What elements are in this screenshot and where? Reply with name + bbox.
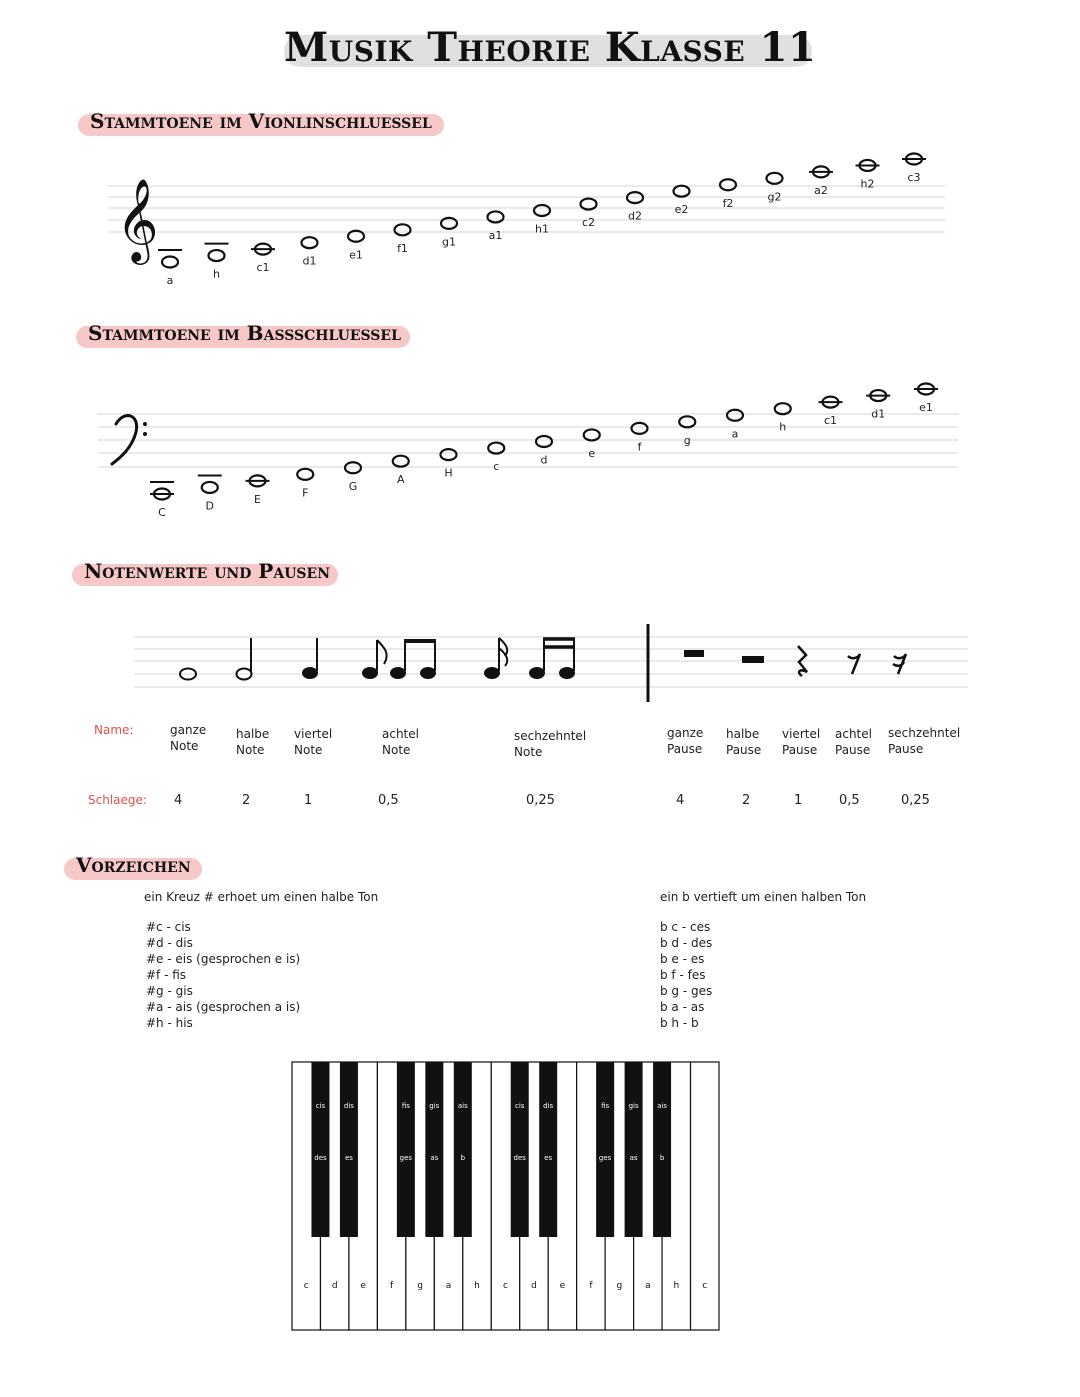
black-key-sharp-label: gis	[628, 1102, 639, 1110]
black-key-flat-label: b	[460, 1154, 466, 1162]
white-key-label: f	[589, 1281, 593, 1291]
black-key-sharp-label: cis	[315, 1102, 326, 1110]
note-flag	[499, 648, 507, 666]
note-label: d	[540, 453, 548, 467]
black-key	[596, 1062, 614, 1237]
accidental-rule: b a - as	[660, 1000, 705, 1014]
beats-value: 1	[794, 793, 803, 808]
white-key-label: a	[645, 1281, 651, 1291]
beats-value: 4	[676, 793, 685, 808]
sixteenth-note-icon	[484, 667, 500, 679]
note-label: c	[493, 460, 500, 474]
eighth-note-icon	[362, 667, 378, 679]
note-label: e2	[674, 203, 689, 217]
white-key-label: f	[390, 1281, 394, 1291]
note-label: G	[348, 479, 358, 493]
sharp-intro: ein Kreuz # erhoet um einen halbe Ton	[144, 890, 379, 904]
note-label: a1	[488, 228, 503, 242]
note-label: h	[213, 267, 220, 281]
black-key	[340, 1062, 358, 1237]
note-label: d2	[628, 209, 642, 223]
name-line: Note	[514, 745, 543, 759]
eighth-rest-icon	[848, 654, 860, 674]
black-key-sharp-label: ais	[657, 1102, 668, 1110]
whole-rest-icon	[684, 650, 704, 657]
section-title: Vorzeichen	[76, 853, 191, 877]
black-key	[397, 1062, 415, 1237]
black-key-sharp-label: gis	[429, 1102, 440, 1110]
black-key-sharp-label: ais	[457, 1102, 468, 1110]
note-value-name	[835, 726, 872, 758]
accidental-rule: b f - fes	[660, 968, 706, 982]
white-key-label: c	[702, 1281, 708, 1291]
black-key	[625, 1062, 643, 1237]
flat-intro: ein b vertieft um einen halben Ton	[660, 890, 867, 904]
note-label: D	[205, 499, 214, 513]
note-label: g1	[442, 235, 456, 249]
beats-value: 0,5	[378, 793, 399, 808]
black-key	[511, 1062, 529, 1237]
note-value-name	[382, 726, 419, 758]
note-label: f2	[722, 196, 734, 210]
note-label: c1	[823, 414, 838, 428]
black-key-sharp-label: dis	[543, 1102, 554, 1110]
name-line: sechzehntel	[514, 729, 587, 743]
note-label: g	[683, 433, 691, 447]
beats-row-label: Schlaege:	[88, 793, 147, 807]
eighth-note-icon	[390, 667, 406, 679]
note-label: g2	[767, 190, 782, 204]
sixteenth-note-icon	[529, 667, 545, 679]
name-line: viertel	[782, 727, 821, 741]
black-key-flat-label: des	[513, 1154, 526, 1162]
note-value-name	[236, 726, 269, 758]
black-key-flat-label: des	[314, 1154, 327, 1162]
black-key	[311, 1062, 329, 1237]
note-value-name	[514, 728, 586, 760]
note-value-name	[888, 725, 960, 757]
accidental-rule: b e - es	[660, 952, 705, 966]
note-flag	[377, 640, 387, 664]
note-label: e1	[349, 248, 363, 262]
name-line: Note	[294, 743, 323, 757]
note-value-name	[294, 726, 332, 758]
beats-value: 0,5	[839, 793, 860, 808]
note-label: C	[158, 506, 166, 519]
name-line: Pause	[888, 742, 924, 756]
black-key-flat-label: es	[344, 1154, 353, 1162]
name-line: Pause	[726, 743, 762, 757]
note-label: h2	[860, 177, 875, 191]
white-key-label: c	[503, 1281, 508, 1291]
accidental-rule: #f - fis	[146, 968, 187, 982]
accidental-rule: #d - dis	[146, 936, 193, 950]
name-line: ganze	[667, 726, 704, 740]
black-key-sharp-label: cis	[515, 1102, 525, 1110]
note-label: F	[302, 486, 309, 500]
white-key-label: e	[360, 1281, 366, 1291]
beats-value: 4	[174, 793, 183, 808]
black-key-flat-label: ges	[598, 1154, 612, 1162]
accidental-rule: #c - cis	[146, 920, 191, 934]
note-value-name	[782, 726, 820, 758]
beats-value: 2	[242, 793, 251, 808]
black-key	[454, 1062, 472, 1237]
accidental-rule: #a - ais (gesprochen a is)	[146, 1000, 301, 1014]
white-key-label: h	[673, 1281, 680, 1291]
name-line: Note	[236, 743, 265, 757]
eighth-note-icon	[420, 667, 436, 679]
white-key-label: d	[531, 1281, 537, 1291]
note-label: c1	[256, 261, 270, 275]
note-value-name	[667, 725, 703, 757]
note-label: E	[254, 492, 261, 506]
name-line: Pause	[667, 742, 703, 756]
name-line: viertel	[294, 727, 333, 741]
beats-value: 1	[304, 793, 313, 808]
name-line: halbe	[236, 727, 270, 741]
note-label: c3	[907, 171, 921, 184]
name-line: sechzehntel	[888, 726, 961, 740]
half-rest-icon	[742, 656, 764, 663]
accidental-rule: b h - b	[660, 1016, 699, 1030]
treble-clef-icon: 𝄞	[116, 177, 159, 261]
note-label: f1	[397, 241, 408, 255]
name-row-label: Name:	[94, 723, 134, 737]
note-label: d1	[871, 407, 886, 421]
black-key-flat-label: b	[659, 1154, 665, 1162]
black-key	[653, 1062, 671, 1237]
section-title: Stammtoene im Vionlinschluessel	[90, 109, 432, 133]
white-key-label: g	[616, 1281, 623, 1291]
black-key-sharp-label: dis	[343, 1102, 354, 1110]
note-label: a	[166, 274, 174, 287]
name-line: ganze	[170, 723, 207, 737]
black-key-flat-label: ges	[399, 1154, 413, 1162]
white-key-label: a	[445, 1281, 452, 1291]
note-label: f	[637, 440, 642, 454]
section-title: Stammtoene im Bassschluessel	[88, 321, 401, 345]
name-line: halbe	[726, 727, 760, 741]
name-line: Note	[170, 739, 199, 753]
white-key-label: g	[417, 1281, 423, 1291]
note-value-name	[170, 722, 206, 754]
accidental-rule: #g - gis	[146, 984, 193, 998]
white-key-label: e	[559, 1281, 566, 1291]
white-key-label: h	[474, 1281, 480, 1291]
piano-keyboard	[292, 1062, 719, 1330]
note-label: c2	[581, 216, 596, 230]
quarter-note-icon	[302, 667, 318, 679]
note-label: d1	[302, 254, 317, 268]
note-value-name	[726, 726, 761, 758]
sixteenth-note-icon	[559, 667, 575, 679]
name-line: achtel	[382, 727, 419, 741]
note-label: H	[444, 466, 453, 480]
sixteenth-rest-icon	[893, 654, 906, 674]
white-key-label: c	[303, 1281, 309, 1291]
beats-value: 0,25	[526, 793, 555, 808]
note-label: h	[779, 420, 787, 434]
black-key-sharp-label: fis	[401, 1102, 410, 1110]
accidental-rule: #e - eis (gesprochen e is)	[146, 952, 301, 966]
black-key	[425, 1062, 443, 1237]
beats-value: 0,25	[901, 793, 930, 808]
name-line: Note	[382, 743, 411, 757]
black-key-sharp-label: fis	[601, 1102, 610, 1110]
black-key-flat-label: es	[544, 1154, 553, 1162]
black-key	[539, 1062, 557, 1237]
note-label: e1	[919, 401, 933, 414]
accidental-rule: b g - ges	[660, 984, 713, 998]
note-label: h1	[535, 222, 549, 236]
note-label: a2	[814, 183, 828, 197]
section-title: Notenwerte und Pausen	[84, 559, 330, 583]
note-label: e	[588, 446, 596, 460]
name-line: achtel	[835, 727, 872, 741]
accidental-rule: b c - ces	[660, 920, 711, 934]
note-label: a	[731, 427, 739, 441]
white-key-label: d	[331, 1281, 338, 1291]
black-key-flat-label: as	[629, 1154, 638, 1162]
accidental-rule: #h - his	[146, 1016, 193, 1030]
black-key-flat-label: as	[430, 1154, 439, 1162]
beats-value: 2	[742, 793, 751, 808]
accidental-rule: b d - des	[660, 936, 713, 950]
note-label: A	[396, 473, 405, 487]
name-line: Pause	[835, 743, 871, 757]
name-line: Pause	[782, 743, 818, 757]
page-title: Musik Theorie Klasse 11	[284, 24, 817, 71]
